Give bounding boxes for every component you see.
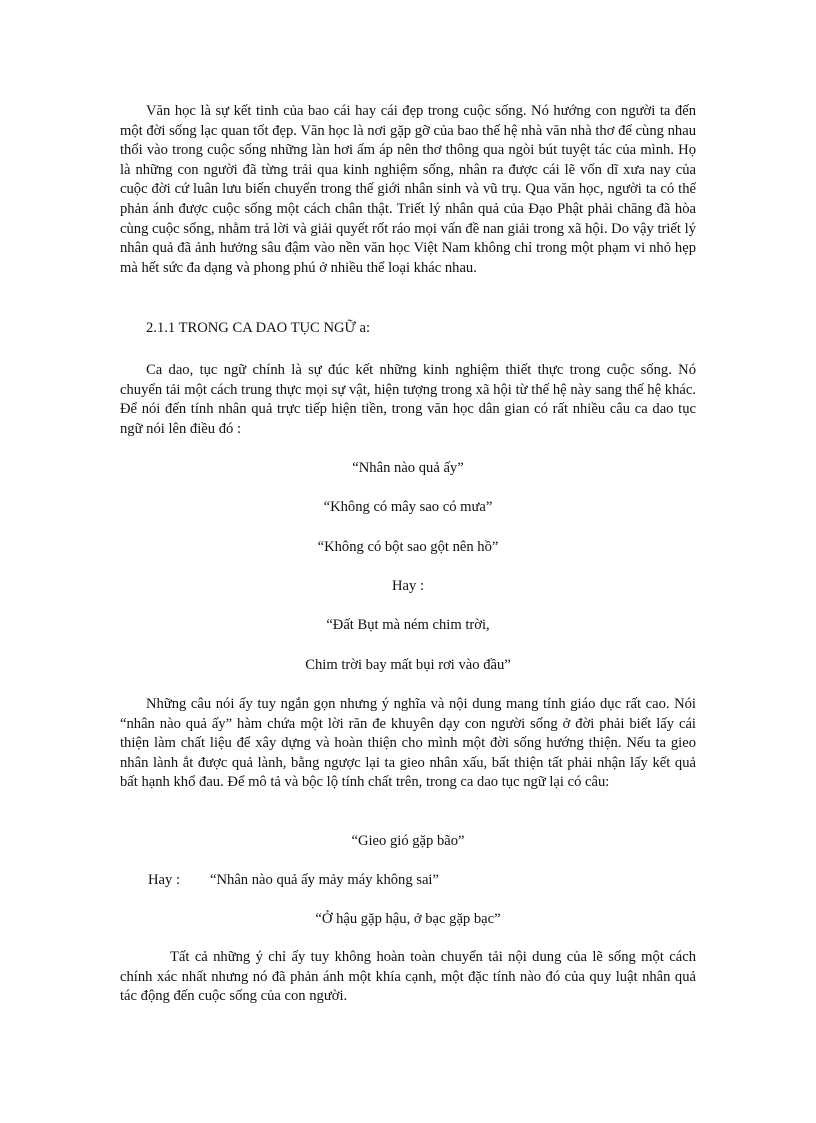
paragraph-conclusion: Tất cả những ý chỉ ấy tuy không hoàn toàn chuyển tải nội dung của lẽ sống một cách chính xác nhất nhưng nó đã phản ánh một khía cạnh, một đặc tính nào đó của quy luật nhân quả tác động đến cuộc sống của con người. [120,949,696,1005]
verse-line: Chim trời bay mất bụi rơi vào đầu” [305,657,511,673]
verse-line: “Nhân nào quả ấy” [352,460,464,476]
verse-line: “Gieo gió gặp bão” [351,833,465,849]
verse-line: “Không có bột sao gột nên hồ” [317,539,499,555]
paragraph-commentary: Những câu nói ấy tuy ngắn gọn nhưng ý nghĩa và nội dung mang tính giáo dục rất cao. Nói “nhân nào quả ấy” hàm chứa một lời răn đe khuyên dạy con người sống ở đời phải biết lấy cái thiện làm chất liệu để xây dựng và hoàn thiện cho mình một đời sống hướng thiện. Nếu ta gieo nhân lành ắt được quả lành, bằng ngược lại ta gieo nhân xấu, bất thiện tất phải nhận lấy kết quả bất hạnh khổ đau. Để mô tả và bộc lộ tính chất trên, trong ca dao tục ngữ lại có câu: [120,696,696,791]
paragraph-intro: Văn học là sự kết tinh của bao cái hay cái đẹp trong cuộc sống. Nó hướng con người ta đến một đời sống lạc quan tốt đẹp. Văn học là nơi gặp gỡ của bao thế hệ nhà văn nhà thơ để cùng nhau thổi vào trong cuộc sống những làn hơi ấm áp nên thơ thông qua ngòi bút tuyệt tác của mình. Họ là những con người đã từng trải qua kinh nghiệm sống, nhân ra được cái lẽ vốn dĩ xưa nay của cuộc đời cứ luân lưu biến chuyển trong thế giới nhân sinh và vũ trụ. Qua văn học, người ta có thể phản ánh được cuộc sống một cách chân thật. Triết lý nhân quả của Đạo Phật phải chăng đã hòa cùng cuộc sống, nhằm trả lời và giải quyết rốt ráo mọi vấn đề nan giải trong xã hội. Do vậy triết lý nhân quả đã ảnh hưởng sâu đậm vào nền văn học Việt Nam không chỉ trong một phạm vi nhỏ hẹp mà hết sức đa dạng và phong phú ở nhiều thể loại khác nhau. [120,103,696,276]
section-heading: 2.1.1 TRONG CA DAO TỤC NGỮ a: [146,320,371,336]
hay-verse-text: “Nhân nào quả ấy mảy máy không sai” [210,872,439,888]
hay-label: Hay : [148,872,181,888]
verse-line: “Đất Bụt mà ném chim trời, [326,617,490,633]
hay-verse-line [148,870,439,890]
verse-line: “Ở hậu gặp hậu, ở bạc gặp bạc” [315,911,501,927]
verse-connector: Hay : [391,578,425,594]
verse-line: “Không có mây sao có mưa” [323,499,493,515]
paragraph-ca-dao: Ca dao, tục ngữ chính là sự đúc kết những kinh nghiệm thiết thực trong cuộc sống. Nó chuyển tải một cách trung thực mọi sự vật, hiện tượng trong xã hội từ thế hệ này sang thế hệ khác. Để nói đến tính nhân quả trực tiếp hiện tiền, trong văn học dân gian có rất nhiều câu ca dao tục ngữ nói lên điều đó : [120,362,696,437]
